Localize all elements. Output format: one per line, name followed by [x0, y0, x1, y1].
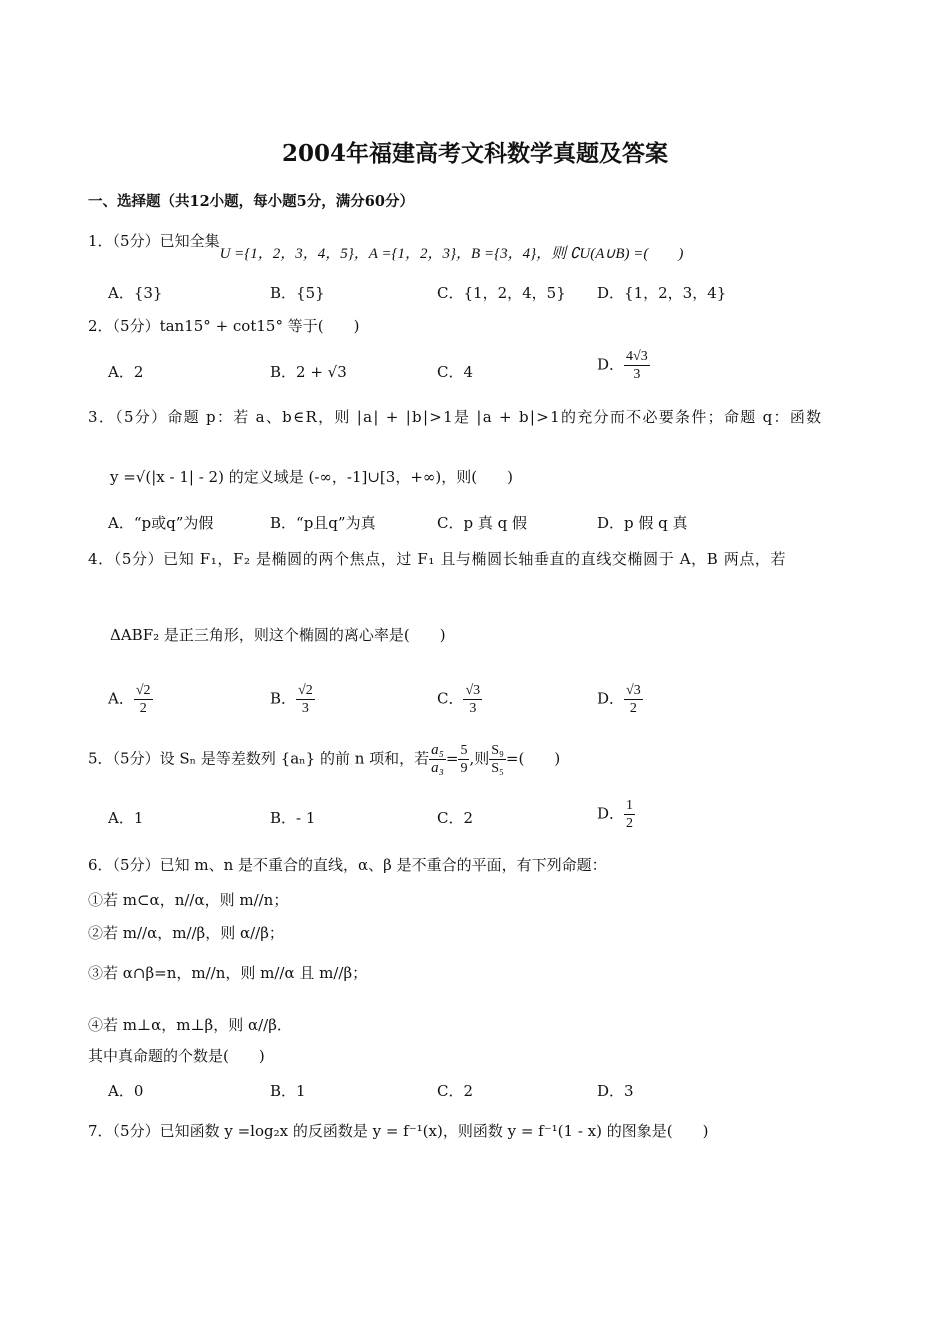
q3-option-b: B．“p且q”为真 [270, 514, 376, 532]
question-7: 7．（5分）已知函数 y =log₂x 的反函数是 y = f⁻¹(x)，则函数 y = f⁻¹(1 - x) 的图象是( ) [88, 1122, 709, 1140]
q6-option-b: B．1 [270, 1082, 306, 1100]
q2-option-c: C．4 [437, 363, 474, 381]
q4-a-label: A． [108, 689, 134, 708]
q5-stem: 5．（5分）设 Sₙ 是等差数列 {aₙ} 的前 n 项和，若 [88, 749, 430, 768]
q5-frac3-den: S₅ [491, 761, 504, 776]
q2-option-d [597, 348, 650, 383]
q4-b-den: 3 [301, 701, 309, 716]
q5-option-c: C．2 [437, 809, 474, 827]
question-1 [88, 230, 684, 262]
q4-option-b [270, 682, 315, 717]
q4-option-a [108, 682, 153, 717]
q5-d-den: 2 [626, 816, 634, 831]
q4-c-label: C． [437, 689, 464, 708]
q4-c-den: 3 [469, 701, 477, 716]
section-heading: 一、选择题（共12小题，每小题5分，满分60分） [88, 193, 414, 210]
q6-option-a: A．0 [108, 1082, 144, 1100]
q1-math: U ={1，2，3，4，5}，A ={1，2，3}，B ={3，4}，则 ∁U(A∪B) =( ) [219, 246, 684, 262]
q5-option-b: B．- 1 [270, 809, 316, 827]
q5-frac3-num: S₉ [491, 743, 504, 758]
q1-option-c: C．{1，2，4，5} [437, 284, 566, 302]
q4-option-d [597, 682, 643, 717]
question-6-stem: 6．（5分）已知 m、n 是不重合的直线，α、β 是不重合的平面，有下列命题： [88, 856, 607, 874]
q3-option-c: C．p 真 q 假 [437, 514, 527, 532]
q5-frac2-num: 5 [460, 743, 468, 758]
q6-proposition-1: ①若 m⊂α，n//α，则 m//n； [88, 891, 289, 909]
q1-option-a: A．{3} [108, 284, 163, 302]
question-3-line-2: y =√(|x - 1| - 2) 的定义域是 (-∞，-1]∪[3，+∞)，则( ) [110, 468, 513, 486]
q5-then: ,则 [469, 749, 490, 768]
q5-blank: =( ) [505, 749, 561, 768]
q5-frac1-num: a₅ [431, 742, 444, 758]
question-3-line-1: 3．（5分）命题 p：若 a、b∈R，则 |a| + |b|>1是 |a + b|>1的充分而不必要条件；命题 q：函数 [88, 408, 823, 426]
q1-option-b: B．{5} [270, 284, 325, 302]
q4-option-c [437, 682, 482, 717]
q4-d-den: 2 [629, 701, 637, 716]
q3-option-a: A．“p或q”为假 [108, 514, 214, 532]
q5-d-num: 1 [626, 798, 634, 813]
q2-option-a: A．2 [108, 363, 144, 381]
q4-a-den: 2 [139, 701, 147, 716]
page-title: 2004年福建高考文科数学真题及答案 [281, 140, 668, 167]
q6-option-d: D．3 [597, 1082, 634, 1100]
q4-d-label: D． [597, 689, 625, 708]
q4-a-num: √2 [135, 683, 151, 698]
q5-option-a: A．1 [108, 809, 144, 827]
question-5 [88, 742, 560, 777]
q4-c-num: √3 [465, 683, 481, 698]
q5-option-d [597, 797, 635, 832]
question-4-line-2: ΔABF₂ 是正三角形，则这个椭圆的离心率是( ) [110, 626, 446, 644]
question-2: 2．（5分）tan15° + cot15° 等于( ) [88, 317, 360, 335]
q2-d-denominator: 3 [633, 367, 641, 382]
q2-d-numerator: 4√3 [626, 349, 648, 364]
q1-stem: 1．（5分）已知全集 [88, 232, 220, 250]
q2-option-d-label: D． [597, 355, 625, 374]
q6-proposition-2: ②若 m//α，m//β，则 α//β； [88, 924, 284, 942]
q6-proposition-3: ③若 α∩β=n，m//n，则 m//α 且 m//β； [88, 964, 368, 982]
q4-b-label: B． [270, 689, 297, 708]
q6-proposition-4: ④若 m⊥α，m⊥β，则 α//β． [88, 1016, 292, 1034]
q3-option-d: D．p 假 q 真 [597, 514, 688, 532]
q2-option-b: B．2 + √3 [270, 363, 347, 381]
question-4-line-1: 4．（5分）已知 F₁，F₂ 是椭圆的两个焦点，过 F₁ 且与椭圆长轴垂直的直线交椭圆于 A，B 两点，若 [88, 550, 787, 568]
q5-d-label: D． [597, 804, 625, 823]
q5-frac2-den: 9 [460, 761, 468, 776]
q5-equals: = [445, 749, 459, 768]
q6-option-c: C．2 [437, 1082, 474, 1100]
q5-frac1-den: a₃ [431, 760, 444, 776]
q6-question: 其中真命题的个数是( ) [88, 1047, 265, 1065]
q1-option-d: D．{1，2，3，4} [597, 284, 727, 302]
q4-b-num: √2 [298, 683, 313, 698]
q4-d-num: √3 [626, 683, 641, 698]
